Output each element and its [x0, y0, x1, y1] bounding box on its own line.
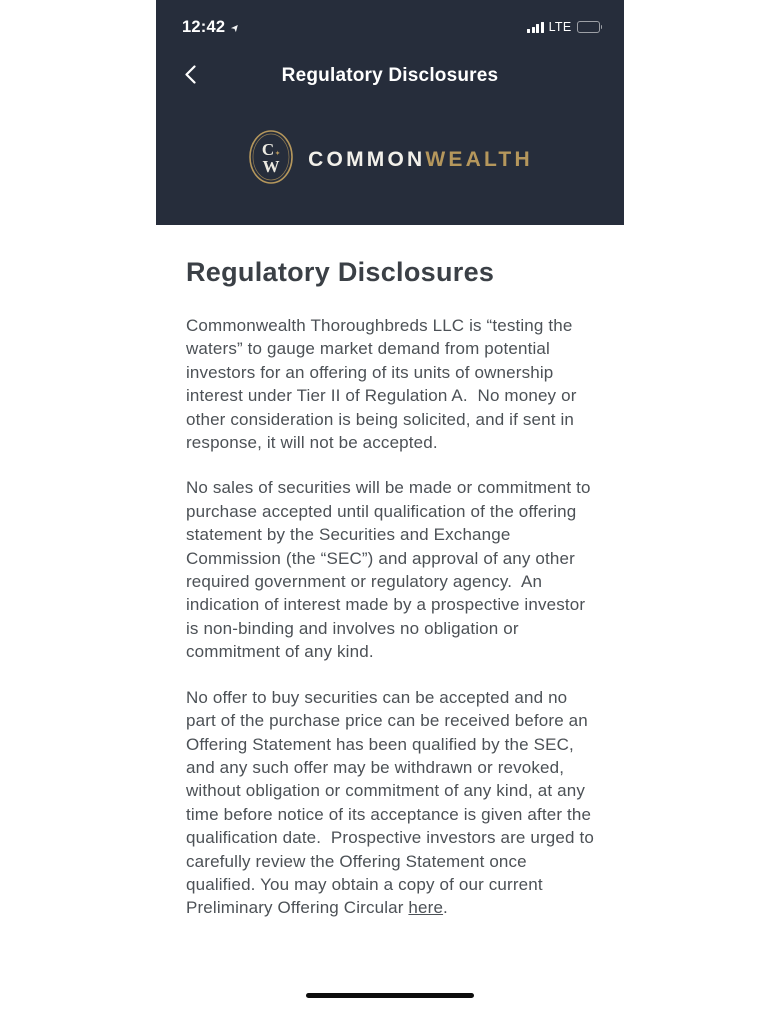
disclosure-paragraph-3 — [186, 686, 599, 920]
monogram-letter-w: W — [262, 157, 280, 176]
cellular-signal-icon — [527, 22, 544, 33]
network-type-label: LTE — [548, 20, 572, 34]
location-arrow-icon: ➤ — [229, 20, 244, 35]
brand-logo — [156, 128, 624, 191]
disclosure-paragraph-2: No sales of securities will be made or commitment to purchase accepted until qualification of the offering statement by the Securities and Exchange Commission (the “SEC”) and approval of any other required government or regulatory agency. An indication of interest made by a prospective investor is non-binding and involves no obligation or commitment of any kind. — [186, 478, 596, 662]
disclosures-content — [156, 225, 624, 920]
brand-wordmark-common: COMMON — [308, 147, 426, 171]
brand-wordmark — [308, 148, 533, 172]
status-left — [182, 17, 244, 37]
back-button[interactable] — [176, 59, 204, 94]
monogram-letter-c: C — [262, 140, 275, 159]
status-bar — [156, 0, 624, 38]
home-indicator[interactable] — [306, 993, 474, 998]
chevron-left-icon — [184, 65, 196, 88]
clock: 12:42 — [182, 17, 226, 36]
nav-title: Regulatory Disclosures — [281, 65, 499, 86]
status-right — [527, 20, 602, 34]
nav-bar — [156, 52, 624, 100]
phone-screen — [156, 0, 624, 1009]
app-header — [156, 0, 624, 225]
paragraph-3-text: No offer to buy securities can be accepted and no part of the purchase price can be received before an Offering Statement has been qualified by the SEC, and any such offer may be withdrawn or revoked, without obligation or commitment of any kind, at any time before notice of its acceptance is given after the qualification date. Prospective investors are urged to carefully review the Offering Statement once qualified. You may obtain a copy of our current Preliminary Offering Circular — [186, 687, 599, 918]
battery-icon — [577, 21, 603, 33]
paragraph-3-period: . — [443, 898, 448, 918]
commonwealth-monogram-icon — [247, 128, 295, 191]
monogram-star-icon: ✦ — [274, 150, 281, 158]
page-title: Regulatory Disclosures — [186, 257, 495, 287]
disclosure-paragraph-1: Commonwealth Thoroughbreds LLC is “testing the waters” to gauge market demand from potential investors for an offering of its units of ownership interest under Tier II of Regulation A. No money or other consideration is being solicited, and if sent in response, it will not be accepted. — [186, 316, 582, 453]
offering-circular-link[interactable]: here — [408, 898, 444, 918]
brand-wordmark-wealth: WEALTH — [425, 147, 533, 171]
